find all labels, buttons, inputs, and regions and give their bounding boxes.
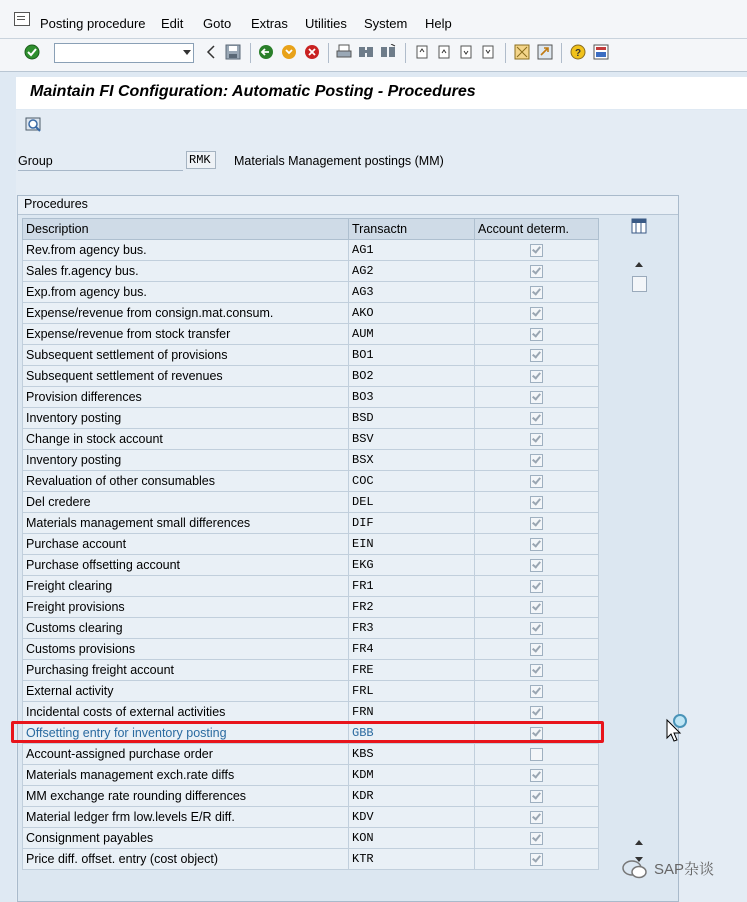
- cell-description: Subsequent settlement of provisions: [23, 345, 349, 366]
- cell-transaction: BSX: [349, 450, 475, 471]
- cell-account-determ: [475, 429, 599, 450]
- cell-account-determ: [475, 450, 599, 471]
- account-determ-checkbox[interactable]: [530, 370, 543, 383]
- cell-account-determ: [475, 345, 599, 366]
- account-determ-checkbox[interactable]: [530, 706, 543, 719]
- print-icon[interactable]: [335, 43, 353, 61]
- table-row[interactable]: [23, 828, 599, 849]
- cell-account-determ: [475, 765, 599, 786]
- account-determ-checkbox[interactable]: [530, 517, 543, 530]
- account-determ-checkbox[interactable]: [530, 580, 543, 593]
- cell-transaction: FR4: [349, 639, 475, 660]
- table-row[interactable]: [23, 618, 599, 639]
- account-determ-checkbox[interactable]: [530, 853, 543, 866]
- cell-transaction: EIN: [349, 534, 475, 555]
- menu-goto[interactable]: Goto: [203, 16, 232, 31]
- cell-description: Rev.from agency bus.: [23, 240, 349, 261]
- toolbar-separator: [250, 43, 251, 63]
- cell-transaction: FR1: [349, 576, 475, 597]
- table-settings-icon[interactable]: [630, 218, 647, 234]
- system-menu-icon[interactable]: [14, 12, 30, 26]
- account-determ-checkbox[interactable]: [530, 601, 543, 614]
- cell-transaction: DEL: [349, 492, 475, 513]
- table-row[interactable]: [23, 408, 599, 429]
- cell-transaction: BSD: [349, 408, 475, 429]
- cell-transaction: AKO: [349, 303, 475, 324]
- account-determ-checkbox[interactable]: [530, 328, 543, 341]
- next-page-icon[interactable]: [457, 43, 475, 61]
- account-determ-checkbox[interactable]: [530, 454, 543, 467]
- table-row[interactable]: [23, 681, 599, 702]
- cell-description: Revaluation of other consumables: [23, 471, 349, 492]
- menu-utilities[interactable]: Utilities: [305, 16, 347, 31]
- cell-transaction: KTR: [349, 849, 475, 870]
- table-row[interactable]: [23, 240, 599, 261]
- highlight-annotation: [11, 721, 604, 743]
- cell-transaction: FRL: [349, 681, 475, 702]
- cell-description: Exp.from agency bus.: [23, 282, 349, 303]
- cell-transaction: COC: [349, 471, 475, 492]
- mouse-cursor-icon: [665, 712, 687, 745]
- cell-description: Purchase offsetting account: [23, 555, 349, 576]
- account-determ-checkbox[interactable]: [530, 475, 543, 488]
- account-determ-checkbox[interactable]: [530, 748, 543, 761]
- account-determ-checkbox[interactable]: [530, 391, 543, 404]
- table-row[interactable]: [23, 471, 599, 492]
- cell-transaction: EKG: [349, 555, 475, 576]
- cell-account-determ: [475, 660, 599, 681]
- cell-transaction: AG2: [349, 261, 475, 282]
- cell-transaction: AG1: [349, 240, 475, 261]
- cell-account-determ: [475, 471, 599, 492]
- cell-account-determ: [475, 555, 599, 576]
- cell-description: Offsetting entry for inventory posting: [23, 723, 349, 744]
- cell-transaction: KBS: [349, 744, 475, 765]
- toolbar-separator: [561, 43, 562, 63]
- group-description: Materials Management postings (MM): [234, 154, 444, 168]
- cell-description: Consignment payables: [23, 828, 349, 849]
- toolbar-separator: [405, 43, 406, 63]
- back-icon[interactable]: [257, 43, 275, 61]
- display-icon[interactable]: [24, 116, 44, 134]
- toolbar-separator: [505, 43, 506, 63]
- cell-transaction: BO2: [349, 366, 475, 387]
- menu-edit[interactable]: Edit: [161, 16, 184, 31]
- wechat-icon: [622, 859, 648, 879]
- account-determ-checkbox[interactable]: [530, 496, 543, 509]
- help-icon[interactable]: [569, 43, 587, 61]
- group-label: Group: [18, 154, 53, 168]
- account-determ-checkbox[interactable]: [530, 307, 543, 320]
- cell-transaction: KDR: [349, 786, 475, 807]
- cell-description: Provision differences: [23, 387, 349, 408]
- account-determ-checkbox[interactable]: [530, 622, 543, 635]
- cell-description: Account-assigned purchase order: [23, 744, 349, 765]
- table-row[interactable]: [23, 387, 599, 408]
- cell-description: Inventory posting: [23, 450, 349, 471]
- cell-account-determ: [475, 408, 599, 429]
- table-row[interactable]: [23, 597, 599, 618]
- account-determ-checkbox[interactable]: [530, 538, 543, 551]
- cell-description: External activity: [23, 681, 349, 702]
- table-row[interactable]: [23, 660, 599, 681]
- account-determ-checkbox[interactable]: [530, 286, 543, 299]
- cell-description: Subsequent settlement of revenues: [23, 366, 349, 387]
- account-determ-checkbox[interactable]: [530, 664, 543, 677]
- cell-account-determ: [475, 534, 599, 555]
- cell-description: Materials management small differences: [23, 513, 349, 534]
- account-determ-checkbox[interactable]: [530, 265, 543, 278]
- table-row[interactable]: [23, 513, 599, 534]
- cell-account-determ: [475, 597, 599, 618]
- scroll-down-up-icon[interactable]: [630, 834, 647, 850]
- account-determ-checkbox[interactable]: [530, 433, 543, 446]
- collapse-icon[interactable]: [202, 43, 220, 61]
- layout-menu-icon[interactable]: [592, 43, 610, 61]
- cell-transaction: FRE: [349, 660, 475, 681]
- table-row[interactable]: [23, 303, 599, 324]
- menu-bar: [0, 0, 747, 39]
- account-determ-checkbox[interactable]: [530, 244, 543, 257]
- cell-transaction: KDM: [349, 765, 475, 786]
- cell-transaction: FR3: [349, 618, 475, 639]
- table-row[interactable]: [23, 576, 599, 597]
- cell-account-determ: [475, 366, 599, 387]
- toolbar-separator: [328, 43, 329, 63]
- cell-transaction: AUM: [349, 324, 475, 345]
- group-underline: [18, 170, 183, 171]
- cell-description: Incidental costs of external activities: [23, 702, 349, 723]
- cell-account-determ: [475, 807, 599, 828]
- scroll-up-icon[interactable]: [630, 256, 647, 272]
- menu-help[interactable]: Help: [425, 16, 452, 31]
- cell-account-determ: [475, 702, 599, 723]
- cell-description: Freight provisions: [23, 597, 349, 618]
- account-determ-checkbox[interactable]: [530, 811, 543, 824]
- cell-description: Sales fr.agency bus.: [23, 261, 349, 282]
- menu-system[interactable]: System: [364, 16, 408, 31]
- cell-description: Purchase account: [23, 534, 349, 555]
- save-icon[interactable]: [224, 43, 242, 61]
- find-icon[interactable]: [357, 43, 375, 61]
- account-determ-checkbox[interactable]: [530, 559, 543, 572]
- account-determ-checkbox[interactable]: [530, 349, 543, 362]
- cell-account-determ: [475, 618, 599, 639]
- cell-account-determ: [475, 576, 599, 597]
- cell-transaction: BO3: [349, 387, 475, 408]
- cell-account-determ: [475, 513, 599, 534]
- table-row[interactable]: [23, 786, 599, 807]
- table-row[interactable]: [23, 744, 599, 765]
- create-session-icon[interactable]: [513, 43, 531, 61]
- table-row[interactable]: [23, 639, 599, 660]
- table-row[interactable]: [23, 366, 599, 387]
- cell-description: Expense/revenue from stock transfer: [23, 324, 349, 345]
- table-row[interactable]: [23, 849, 599, 870]
- watermark: [622, 858, 714, 879]
- cell-transaction: KON: [349, 828, 475, 849]
- procedures-title: Procedures: [24, 197, 88, 211]
- table-row[interactable]: [23, 807, 599, 828]
- cell-transaction: FRN: [349, 702, 475, 723]
- account-determ-checkbox[interactable]: [530, 412, 543, 425]
- first-page-icon[interactable]: [413, 43, 431, 61]
- enter-icon[interactable]: [23, 43, 41, 61]
- cell-transaction: GBB: [349, 723, 475, 744]
- account-determ-checkbox[interactable]: [530, 832, 543, 845]
- page-title: Maintain FI Configuration: Automatic Posting - Procedures: [30, 83, 476, 100]
- table-row[interactable]: [23, 345, 599, 366]
- cell-transaction: BO1: [349, 345, 475, 366]
- cell-description: Price diff. offset. entry (cost object): [23, 849, 349, 870]
- cell-description: Material ledger frm low.levels E/R diff.: [23, 807, 349, 828]
- cell-account-determ: [475, 681, 599, 702]
- cell-account-determ: [475, 639, 599, 660]
- cell-account-determ: [475, 303, 599, 324]
- column-header-transaction[interactable]: Transactn: [349, 219, 475, 240]
- cell-description: Del credere: [23, 492, 349, 513]
- table-row[interactable]: [23, 282, 599, 303]
- account-determ-checkbox[interactable]: [530, 643, 543, 656]
- svg-text:?: ?: [575, 48, 582, 59]
- cell-description: Freight clearing: [23, 576, 349, 597]
- table-row[interactable]: [23, 765, 599, 786]
- column-header-account-determ[interactable]: Account determ.: [475, 219, 599, 240]
- cell-description: Materials management exch.rate diffs: [23, 765, 349, 786]
- table-scrollbar[interactable]: [630, 218, 647, 868]
- cell-transaction: AG3: [349, 282, 475, 303]
- cell-account-determ: [475, 786, 599, 807]
- column-header-description[interactable]: Description: [23, 219, 349, 240]
- cell-description: Customs provisions: [23, 639, 349, 660]
- account-determ-checkbox[interactable]: [530, 769, 543, 782]
- group-field[interactable]: RMK: [186, 151, 216, 169]
- command-field[interactable]: [54, 43, 194, 63]
- cell-account-determ: [475, 828, 599, 849]
- cell-description: Inventory posting: [23, 408, 349, 429]
- cell-account-determ: [475, 744, 599, 765]
- cell-description: MM exchange rate rounding differences: [23, 786, 349, 807]
- table-row[interactable]: [23, 492, 599, 513]
- cell-account-determ: [475, 849, 599, 870]
- account-determ-checkbox[interactable]: [530, 790, 543, 803]
- cell-transaction: KDV: [349, 807, 475, 828]
- procedures-table: [22, 218, 599, 870]
- cell-description: Purchasing freight account: [23, 660, 349, 681]
- chevron-down-icon[interactable]: [183, 50, 191, 55]
- cell-account-determ: [475, 492, 599, 513]
- cell-account-determ: [475, 324, 599, 345]
- table-row[interactable]: [23, 702, 599, 723]
- cell-account-determ: [475, 240, 599, 261]
- watermark-text: SAP杂谈: [654, 861, 715, 878]
- cell-account-determ: [475, 387, 599, 408]
- procedures-header: [18, 196, 678, 215]
- screen-title-bar: [16, 77, 747, 109]
- cell-description: Change in stock account: [23, 429, 349, 450]
- table-row[interactable]: [23, 261, 599, 282]
- table-row[interactable]: [23, 450, 599, 471]
- table-row[interactable]: [23, 555, 599, 576]
- cell-account-determ: [475, 282, 599, 303]
- cell-transaction: DIF: [349, 513, 475, 534]
- menu-extras[interactable]: Extras: [251, 16, 288, 31]
- cell-description: Expense/revenue from consign.mat.consum.: [23, 303, 349, 324]
- account-determ-checkbox[interactable]: [530, 685, 543, 698]
- find-next-icon[interactable]: [379, 43, 397, 61]
- shortcut-icon[interactable]: [536, 43, 554, 61]
- cell-transaction: FR2: [349, 597, 475, 618]
- cell-description: Customs clearing: [23, 618, 349, 639]
- last-page-icon[interactable]: [479, 43, 497, 61]
- cancel-icon[interactable]: [303, 43, 321, 61]
- menu-posting-procedure[interactable]: Posting procedure: [40, 16, 146, 31]
- table-row[interactable]: [23, 429, 599, 450]
- previous-page-icon[interactable]: [435, 43, 453, 61]
- table-row[interactable]: [23, 324, 599, 345]
- exit-icon[interactable]: [280, 43, 298, 61]
- cell-transaction: BSV: [349, 429, 475, 450]
- table-row[interactable]: [23, 534, 599, 555]
- cell-account-determ: [475, 261, 599, 282]
- scroll-thumb[interactable]: [632, 276, 647, 292]
